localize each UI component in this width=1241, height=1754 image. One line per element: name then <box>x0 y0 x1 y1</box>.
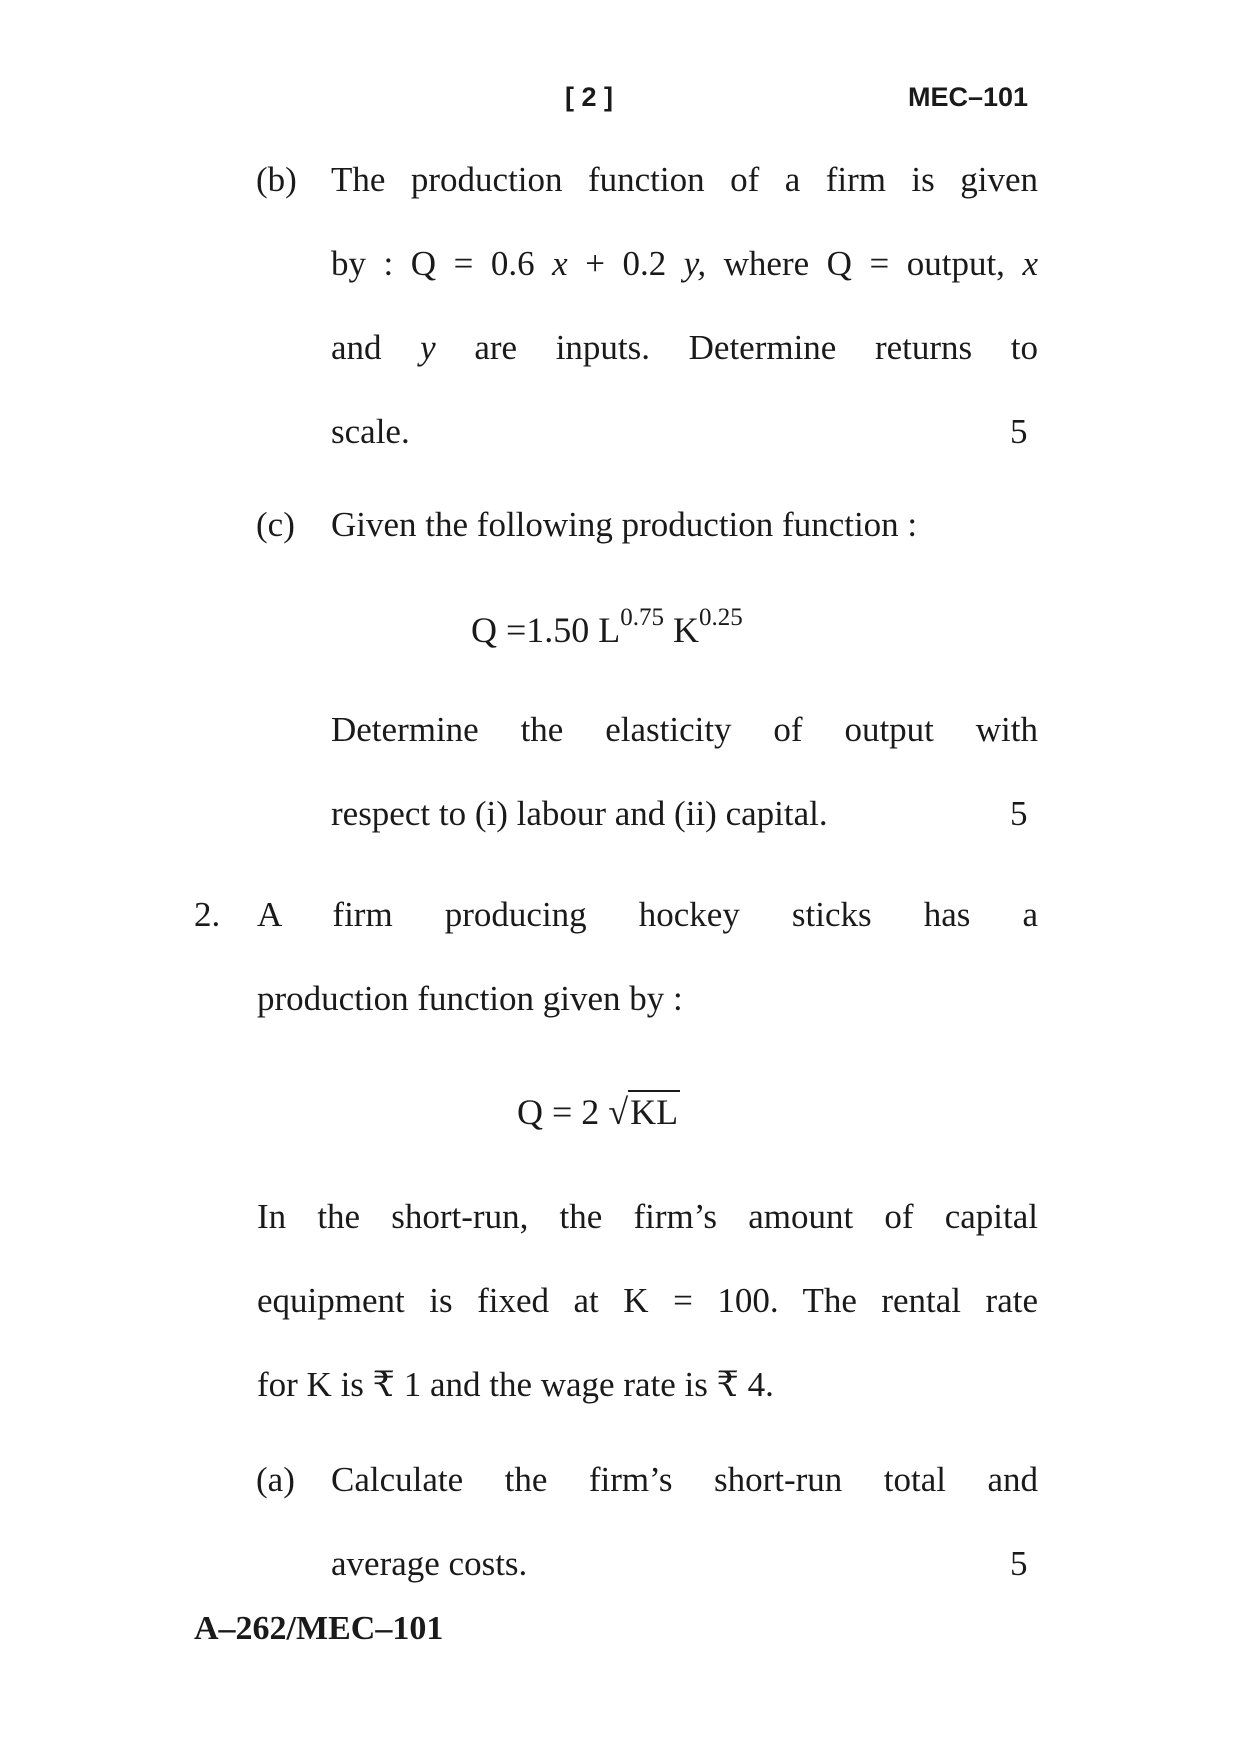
q2-intro-2: production function given by : <box>257 979 683 1018</box>
var-x-2: x <box>1022 244 1039 283</box>
q2-para-1: In the short-run, the firm’s amount of capital <box>257 1197 1038 1236</box>
q1b-text-d: and <box>331 328 382 367</box>
q2a-line-1: Calculate the firm’s short-run total and <box>331 1460 1038 1499</box>
eq1-exp-k: 0.25 <box>699 604 743 631</box>
eq1-exp-l: 0.75 <box>620 604 665 631</box>
q1c-label: (c) <box>256 505 295 544</box>
q1c-text-2: respect to (i) labour and (ii) capital. <box>331 794 828 833</box>
q2a-label: (a) <box>256 1460 295 1499</box>
q2-intro-1: A firm producing hockey sticks has a <box>257 895 1038 934</box>
sqrt-sign: √ <box>608 1092 629 1132</box>
eq2-lhs: Q = 2 <box>517 1092 600 1132</box>
q1b-label: (b) <box>256 160 297 199</box>
q2a-line-2: average costs. <box>331 1544 528 1583</box>
eq1-k: K <box>673 610 700 650</box>
eq1-lhs: Q =1.50 L <box>471 610 621 650</box>
q2-para-2: equipment is fixed at K = 100. The rental rate <box>257 1281 1038 1320</box>
q2-number: 2. <box>194 895 221 934</box>
eq2-radicand: KL <box>630 1092 679 1132</box>
q1b-text-e: are inputs. Determine returns to <box>474 328 1038 367</box>
q1c-equation <box>471 604 743 652</box>
course-code: MEC–101 <box>908 82 1029 112</box>
q1b-line-2 <box>331 244 1038 284</box>
page-number: [ 2 ] <box>565 82 614 112</box>
footer-code: A–262/MEC–101 <box>194 1610 444 1647</box>
q1b-text-c: where Q = output, <box>723 244 1005 283</box>
q2-equation <box>517 1090 680 1134</box>
q1b-text-b: + 0.2 <box>585 244 667 283</box>
var-y: y, <box>683 244 707 283</box>
q1b-line-1: The production function of a firm is given <box>331 160 1038 199</box>
q1c-intro: Given the following production function : <box>331 505 918 544</box>
q1b-line-3 <box>331 328 1038 368</box>
q2a-marks: 5 <box>1010 1544 1028 1583</box>
q1b-text-a: by : Q = 0.6 <box>331 244 535 283</box>
q2-para-3: for K is ₹ 1 and the wage rate is ₹ 4. <box>257 1365 774 1404</box>
var-x: x <box>552 244 568 283</box>
var-y-2: y <box>420 328 436 367</box>
q1b-line-4: scale. <box>331 412 410 451</box>
q1c-text-1: Determine the elasticity of output with <box>331 710 1038 749</box>
q1c-marks: 5 <box>1010 794 1028 833</box>
q1b-marks: 5 <box>1010 412 1028 451</box>
